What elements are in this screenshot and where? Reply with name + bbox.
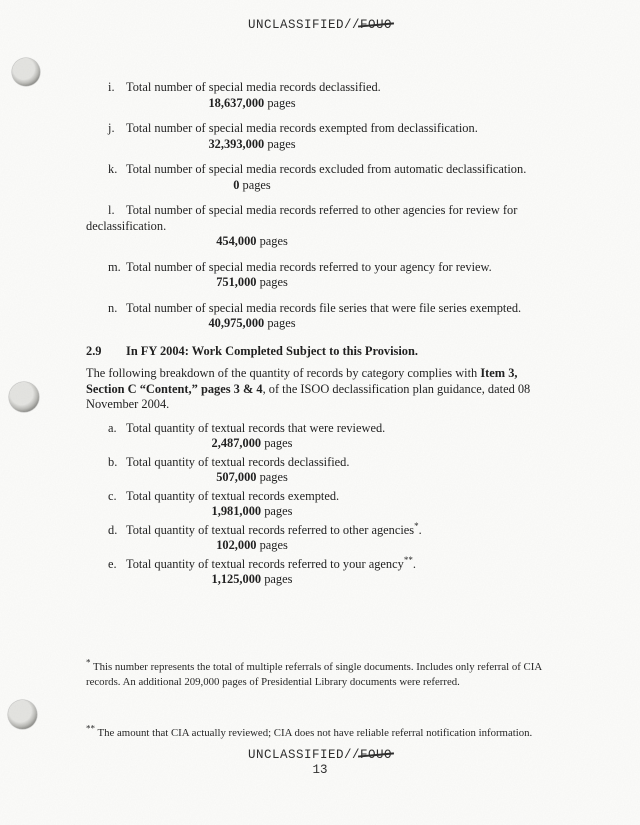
report-item-b (86, 455, 544, 486)
item-unit: pages (264, 504, 293, 518)
punch-hole (8, 700, 37, 729)
footnote-marker: * (86, 657, 91, 668)
item-value: 32,393,000 (208, 136, 265, 151)
item-value: 1,125,000 (211, 572, 262, 586)
report-item-m (86, 260, 544, 291)
item-unit: pages (242, 177, 271, 192)
item-letter: b. (108, 454, 118, 469)
item-letter: j. (108, 121, 115, 135)
item-value: 507,000 (216, 470, 257, 484)
item-unit: pages (259, 538, 288, 552)
item-text: Total number of special media records declassified. (126, 80, 381, 94)
footer-classification-banner (0, 748, 640, 762)
item-text: Total number of special media records referred to your agency for review. (126, 259, 492, 274)
item-value: 0 (233, 177, 240, 192)
item-text: Total quantity of textual records referred to your agency (126, 556, 404, 571)
struck-fouo-marking: FOUO (360, 748, 393, 762)
item-text: Total number of special media records excluded from automatic declassification. (126, 162, 527, 176)
report-item-n (86, 301, 544, 332)
item-value: 1,981,000 (211, 504, 262, 518)
item-letter: e. (108, 556, 117, 571)
item-value: 40,975,000 (208, 316, 265, 330)
item-text: Total number of special media records exempted from declassification. (126, 121, 478, 135)
report-item-d: d. Total quantity of textual records referred to other agencies*. 102,000 pages (108, 520, 422, 552)
item-unit: pages (259, 234, 288, 248)
item-letter: d. (108, 522, 118, 537)
struck-fouo-marking: FOUO (360, 18, 393, 32)
footnote-marker: * (414, 520, 419, 531)
item-value: 18,637,000 (208, 95, 265, 110)
section-title: In FY 2004: Work Completed Subject to this Provision. (126, 343, 418, 358)
item-letter: m. (108, 259, 121, 274)
report-item-c (86, 489, 544, 520)
footnote-marker: ** (86, 723, 95, 734)
item-letter: n. (108, 300, 118, 315)
intro-text-after: , of the ISOO declassification plan guidance, dated 08 November 2004. (86, 381, 531, 411)
item-letter: k. (108, 162, 118, 176)
item-letter: i. (108, 80, 115, 94)
page-number: 13 (312, 763, 328, 777)
item-text: Total quantity of textual records referred to other agencies (126, 522, 415, 537)
item-unit: pages (267, 316, 296, 330)
item-letter: a. (108, 420, 117, 435)
item-letter: c. (108, 488, 117, 503)
document-body (86, 80, 544, 591)
footnote-text: This number represents the total of multiple referrals of single documents. Includes only referral of CIA records. An additional 209,000 pages of Presidential Library documents were referred. (86, 661, 542, 688)
classification-text: UNCLASSIFIED// (247, 18, 360, 32)
intro-text-bold: Item 3, Section C “Content,” pages 3 & 4 (86, 366, 518, 396)
section-number: 2.9 (86, 343, 102, 358)
item-letter: l. (108, 203, 115, 217)
report-item-i (86, 80, 544, 111)
classification-text: UNCLASSIFIED// (247, 748, 360, 762)
punch-hole (9, 382, 39, 412)
item-text: Total number of special media records file series that were file series exempted. (126, 300, 522, 315)
item-unit: pages (259, 275, 288, 289)
item-unit: pages (264, 436, 293, 450)
intro-text-before: The following breakdown of the quantity of records by category complies with (86, 366, 481, 380)
item-text: Total quantity of textual records declassified. (126, 454, 350, 469)
item-unit: pages (264, 572, 293, 586)
item-text: Total quantity of textual records exempted. (126, 488, 340, 503)
item-value: 102,000 (216, 538, 257, 552)
punch-hole (12, 58, 40, 86)
footnote-marker: ** (403, 554, 413, 565)
report-item-a (86, 421, 544, 452)
report-item-k (86, 162, 544, 193)
item-value: 2,487,000 (211, 436, 262, 450)
footnote-single-asterisk (86, 657, 552, 690)
report-item-e: e. Total quantity of textual records referred to your agency**. 1,125,000 pages (108, 554, 416, 586)
item-value: 454,000 (216, 234, 257, 248)
item-text: Total quantity of textual records that were reviewed. (126, 420, 386, 435)
report-item-j (86, 121, 544, 152)
intro-paragraph (86, 366, 544, 413)
section-heading-2-9 (86, 344, 544, 360)
item-unit: pages (267, 136, 296, 151)
footnote-text: The amount that CIA actually reviewed; CIA does not have reliable referral notification information. (97, 727, 533, 739)
item-value: 751,000 (216, 275, 257, 289)
textual-records-list (86, 421, 544, 588)
footnote-double-asterisk (86, 723, 552, 741)
header-classification-banner (0, 18, 640, 32)
item-text: Total number of special media records referred to other agencies for review for declassification. (86, 203, 518, 233)
report-item-l (86, 203, 544, 250)
item-unit: pages (267, 95, 296, 110)
item-unit: pages (259, 470, 288, 484)
